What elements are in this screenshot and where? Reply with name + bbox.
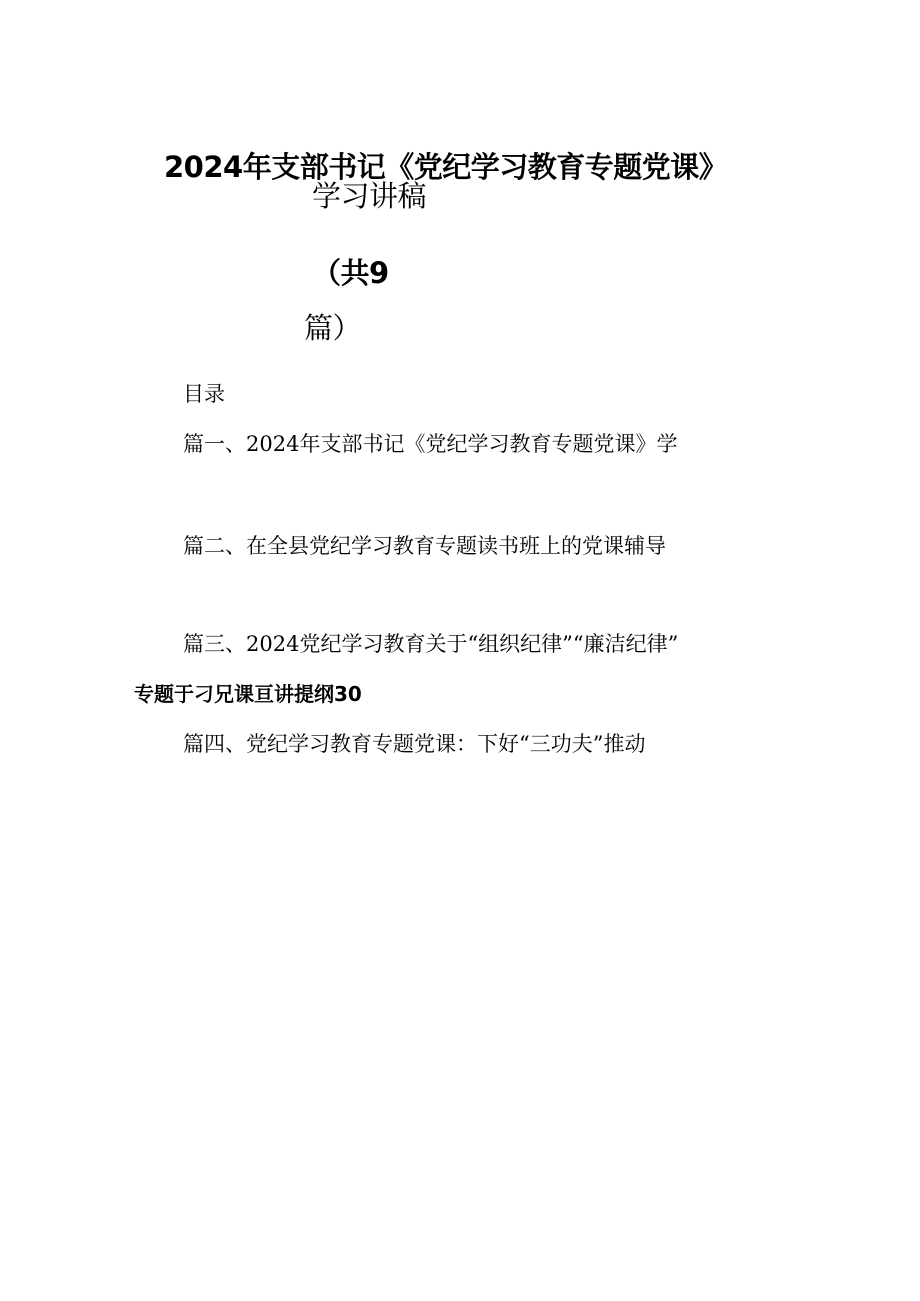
toc-heading: 目录 — [183, 382, 225, 406]
document-title-line-1: 2024年支部书记《党纪学习教育专题党课》 — [164, 150, 728, 184]
toc-item: 篇四、党纪学习教育专题党课：下好“三功夫”推动 — [183, 732, 646, 756]
toc-item: 篇一、2024年支部书记《党纪学习教育专题党课》学 — [183, 432, 678, 456]
toc-item: 篇三、2024党纪学习教育关于“组织纪律”“廉洁纪律” — [183, 632, 679, 656]
document-title-count: （共9 — [312, 256, 389, 290]
document-title-line-2: 学习讲稿 — [312, 179, 427, 213]
toc-item: 篇二、在全县党纪学习教育专题读书班上的党课辅导 — [183, 534, 666, 558]
toc-item-continuation: 专题于刁兄课亘讲提纲30 — [134, 682, 362, 706]
document-title-count-suffix: 篇） — [304, 311, 362, 345]
